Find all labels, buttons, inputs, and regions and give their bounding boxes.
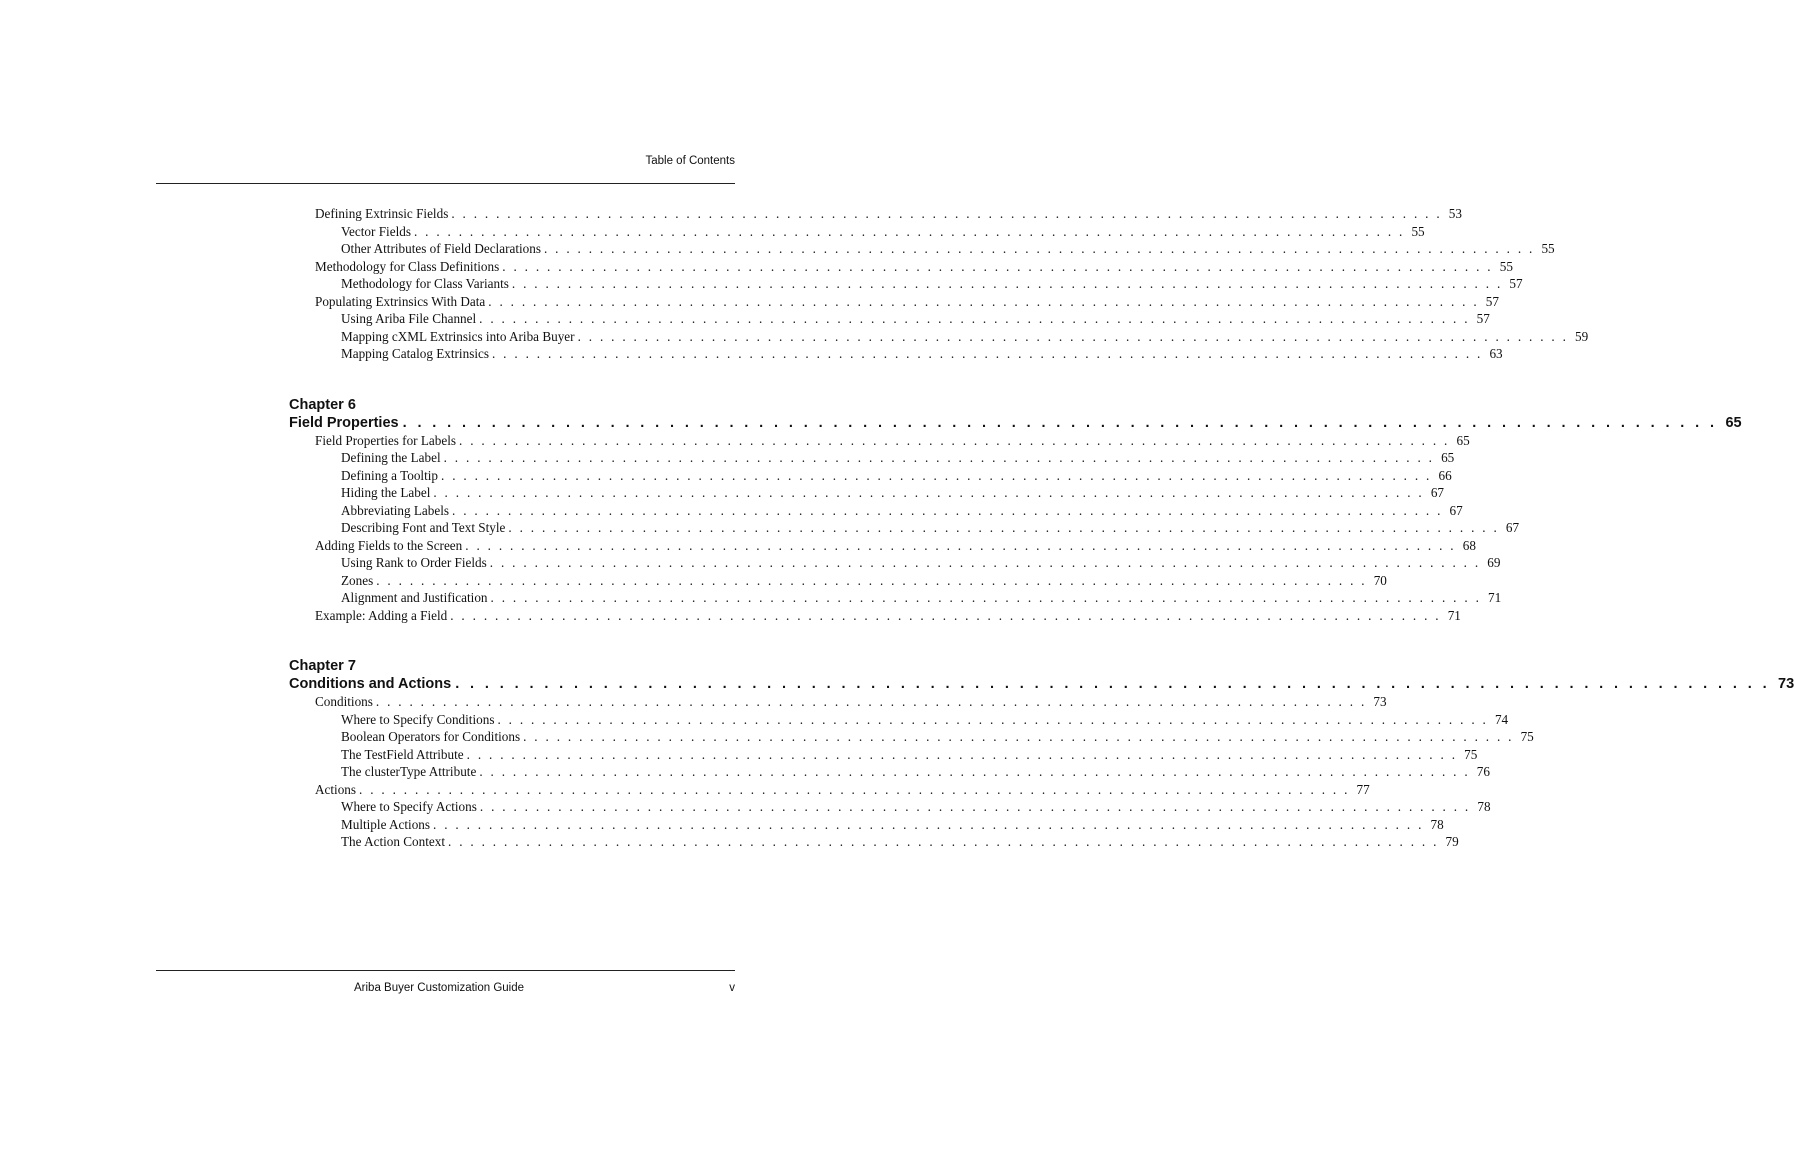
toc-entry-page: 55	[1541, 241, 1555, 256]
toc-entry-title: Other Attributes of Field Declarations	[341, 241, 541, 256]
chapter-page: 73	[1778, 676, 1794, 692]
toc-entry-title: Mapping cXML Extrinsics into Ariba Buyer	[341, 328, 575, 344]
chapter-title: Conditions and Actions	[289, 676, 452, 692]
toc-entry[interactable]	[289, 467, 1452, 486]
chapter-label: Chapter 7	[289, 658, 356, 674]
toc-entry-page: 75	[1464, 746, 1478, 762]
toc-entry-page: 67	[1449, 502, 1463, 518]
toc-entry-title: Defining the Label	[341, 450, 441, 465]
toc-entry-title: Populating Extrinsics With Data	[315, 293, 486, 309]
toc-entry-page: 53	[1448, 206, 1462, 221]
dot-leader: . . . . . . . . . . . . . . . . . . . . . . . . . . . . . . . . . . . . . . . . . . . . . . . . . . . . . . . . . . . . . . . . . . . . . . . . . . . . . . . . . . . . . . . . .	[459, 432, 1450, 448]
toc-entry-title: Using Ariba File Channel	[341, 311, 477, 326]
dot-leader: . . . . . . . . . . . . . . . . . . . . . . . . . . . . . . . . . . . . . . . . . . . . . . . . . . . . . . . . . . . . . . . . . . . . . . . . . . . . . . . . . . . . . . . . .	[466, 746, 1458, 762]
toc-entry-page: 78	[1477, 799, 1491, 814]
dot-leader: . . . . . . . . . . . . . . . . . . . . . . . . . . . . . . . . . . . . . . . . . . . . . . . . . . . . . . . . . . . . . . . . . . . . . . . . . . . . . . . . . . . . . . . . .	[413, 223, 1405, 239]
toc-entry-page: 57	[1485, 293, 1499, 309]
chapter-title: Field Properties	[289, 414, 399, 431]
toc-entry-title: Boolean Operators for Conditions	[341, 729, 521, 744]
chapter-page: 65	[1725, 414, 1742, 431]
toc-entry-page: 68	[1462, 537, 1476, 553]
toc-entry-title: The TestField Attribute	[341, 746, 464, 762]
toc-entry-page: 55	[1499, 258, 1513, 274]
toc-entry-page: 55	[1411, 223, 1425, 239]
toc-entry-title: Vector Fields	[341, 223, 411, 239]
chapter-title-entry[interactable]	[289, 676, 1794, 694]
toc-entry-title: Field Properties for Labels	[315, 432, 456, 448]
toc-entry[interactable]	[289, 694, 1387, 712]
toc-entry-title: The Action Context	[341, 834, 446, 849]
toc-entry[interactable]	[289, 834, 1459, 852]
toc-entry-title: The clusterType Attribute	[341, 764, 477, 779]
dot-leader: . . . . . . . . . . . . . . . . . . . . . . . . . . . . . . . . . . . . . . . . . . . . . . . . . . . . . . . . . . . . . . . . . . . . . . . . . . . . . . . . . . . . . . . . .	[479, 799, 1471, 814]
toc-entry-title: Mapping Catalog Extrinsics	[341, 346, 489, 361]
toc-entry[interactable]	[289, 537, 1476, 556]
toc-entry[interactable]	[289, 711, 1509, 730]
toc-entry[interactable]	[289, 328, 1589, 347]
toc-entry[interactable]	[289, 502, 1463, 521]
dot-leader: . . . . . . . . . . . . . . . . . . . . . . . . . . . . . . . . . . . . . . . . . . . . . . . . . . . . . . . . . . . . . . . . . . . . . . . . . . . . . . . . . . . . . . . . .	[497, 711, 1489, 727]
dot-leader: . . . . . . . . . . . . . . . . . . . . . . . . . . . . . . . . . . . . . . . . . . . . . . . . . . . . . . . . . . . . . . . . . . . . . . . . . . . . . . . . . . . . . . . . .	[490, 590, 1482, 605]
footer-guide-title: Ariba Buyer Customization Guide	[354, 982, 525, 994]
toc-entry-page: 63	[1489, 346, 1503, 361]
dot-leader: . . . . . . . . . . . . . . . . . . . . . . . . . . . . . . . . . . . . . . . . . . . . . . . . . . . . . . . . . . . . . . . . . . . . . . . . . . . . . . . . . . . . . . . . .	[402, 414, 1718, 431]
dot-leader: . . . . . . . . . . . . . . . . . . . . . . . . . . . . . . . . . . . . . . . . . . . . . . . . . . . . . . . . . . . . . . . . . . . . . . . . . . . . . . . . . . . . . . . . .	[450, 607, 1441, 623]
toc-entry[interactable]	[289, 572, 1387, 591]
dot-leader: . . . . . . . . . . . . . . . . . . . . . . . . . . . . . . . . . . . . . . . . . . . . . . . . . . . . . . . . . . . . . . . . . . . . . . . . . . . . . . . . . . . . . . . . .	[451, 206, 1442, 221]
toc-entry-page: 71	[1447, 607, 1461, 623]
dot-leader: . . . . . . . . . . . . . . . . . . . . . . . . . . . . . . . . . . . . . . . . . . . . . . . . . . . . . . . . . . . . . . . . . . . . . . . . . . . . . . . . . . . . . . . . .	[523, 729, 1514, 744]
toc-entry[interactable]	[289, 223, 1425, 242]
toc-entry-title: Alignment and Justification	[341, 590, 488, 605]
toc-entry[interactable]	[289, 816, 1444, 835]
dot-leader: . . . . . . . . . . . . . . . . . . . . . . . . . . . . . . . . . . . . . . . . . . . . . . . . . . . . . . . . . . . . . . . . . . . . . . . . . . . . . . . . . . . . . . . . .	[433, 485, 1425, 500]
toc-entry-page: 78	[1430, 816, 1444, 832]
table-of-contents	[289, 206, 1794, 852]
toc-entry[interactable]	[289, 311, 1490, 329]
toc-entry-title: Multiple Actions	[341, 816, 431, 832]
toc-entry-title: Using Rank to Order Fields	[341, 555, 487, 570]
toc-entry[interactable]	[289, 276, 1523, 294]
toc-entry[interactable]	[289, 450, 1455, 468]
dot-leader: . . . . . . . . . . . . . . . . . . . . . . . . . . . . . . . . . . . . . . . . . . . . . . . . . . . . . . . . . . . . . . . . . . . . . . . . . . . . . . . . . . . . . . . . .	[489, 555, 1481, 570]
toc-entry[interactable]	[289, 746, 1478, 765]
toc-entry-title: Hiding the Label	[341, 485, 431, 500]
dot-leader: . . . . . . . . . . . . . . . . . . . . . . . . . . . . . . . . . . . . . . . . . . . . . . . . . . . . . . . . . . . . . . . . . . . . . . . . . . . . . . . . . . . . . . . . .	[433, 816, 1424, 832]
dot-leader: . . . . . . . . . . . . . . . . . . . . . . . . . . . . . . . . . . . . . . . . . . . . . . . . . . . . . . . . . . . . . . . . . . . . . . . . . . . . . . . . . . . . . . . . .	[455, 676, 1771, 692]
toc-entry-title: Where to Specify Conditions	[341, 711, 495, 727]
dot-leader: . . . . . . . . . . . . . . . . . . . . . . . . . . . . . . . . . . . . . . . . . . . . . . . . . . . . . . . . . . . . . . . . . . . . . . . . . . . . . . . . . . . . . . . . .	[441, 467, 1432, 483]
toc-entry[interactable]	[289, 293, 1499, 312]
toc-entry-page: 76	[1476, 764, 1490, 779]
toc-entry[interactable]	[289, 764, 1490, 782]
dot-leader: . . . . . . . . . . . . . . . . . . . . . . . . . . . . . . . . . . . . . . . . . . . . . . . . . . . . . . . . . . . . . . . . . . . . . . . . . . . . . . . . . . . . . . . . .	[376, 572, 1367, 588]
toc-entry-page: 57	[1476, 311, 1490, 326]
dot-leader: . . . . . . . . . . . . . . . . . . . . . . . . . . . . . . . . . . . . . . . . . . . . . . . . . . . . . . . . . . . . . . . . . . . . . . . . . . . . . . . . . . . . . . . . .	[488, 293, 1479, 309]
dot-leader: . . . . . . . . . . . . . . . . . . . . . . . . . . . . . . . . . . . . . . . . . . . . . . . . . . . . . . . . . . . . . . . . . . . . . . . . . . . . . . . . . . . . . . . . .	[452, 502, 1443, 518]
toc-entry-page: 74	[1494, 711, 1509, 727]
toc-entry[interactable]	[289, 607, 1461, 626]
dot-leader: . . . . . . . . . . . . . . . . . . . . . . . . . . . . . . . . . . . . . . . . . . . . . . . . . . . . . . . . . . . . . . . . . . . . . . . . . . . . . . . . . . . . . . . . .	[577, 328, 1569, 344]
toc-entry-title: Conditions	[315, 694, 373, 709]
dot-leader: . . . . . . . . . . . . . . . . . . . . . . . . . . . . . . . . . . . . . . . . . . . . . . . . . . . . . . . . . . . . . . . . . . . . . . . . . . . . . . . . . . . . . . . . .	[543, 241, 1535, 256]
toc-entry[interactable]	[289, 799, 1491, 817]
toc-entry[interactable]	[289, 781, 1370, 800]
toc-entry-page: 73	[1373, 694, 1387, 709]
dot-leader: . . . . . . . . . . . . . . . . . . . . . . . . . . . . . . . . . . . . . . . . . . . . . . . . . . . . . . . . . . . . . . . . . . . . . . . . . . . . . . . . . . . . . . . . .	[448, 834, 1439, 849]
toc-entry-title: Adding Fields to the Screen	[315, 537, 463, 553]
dot-leader: . . . . . . . . . . . . . . . . . . . . . . . . . . . . . . . . . . . . . . . . . . . . . . . . . . . . . . . . . . . . . . . . . . . . . . . . . . . . . . . . . . . . . . . . .	[511, 276, 1503, 291]
toc-entry-title: Defining Extrinsic Fields	[315, 206, 449, 221]
toc-entry-page: 77	[1356, 781, 1370, 797]
toc-entry-page: 79	[1445, 834, 1459, 849]
toc-entry-title: Zones	[341, 572, 374, 588]
toc-entry-page: 65	[1441, 450, 1455, 465]
footer-rule	[156, 970, 735, 971]
toc-entry-title: Abbreviating Labels	[341, 502, 450, 518]
dot-leader: . . . . . . . . . . . . . . . . . . . . . . . . . . . . . . . . . . . . . . . . . . . . . . . . . . . . . . . . . . . . . . . . . . . . . . . . . . . . . . . . . . . . . . . . .	[443, 450, 1435, 465]
dot-leader: . . . . . . . . . . . . . . . . . . . . . . . . . . . . . . . . . . . . . . . . . . . . . . . . . . . . . . . . . . . . . . . . . . . . . . . . . . . . . . . . . . . . . . . . .	[508, 520, 1500, 535]
toc-entry[interactable]	[289, 346, 1503, 364]
dot-leader: . . . . . . . . . . . . . . . . . . . . . . . . . . . . . . . . . . . . . . . . . . . . . . . . . . . . . . . . . . . . . . . . . . . . . . . . . . . . . . . . . . . . . . . . .	[375, 694, 1367, 709]
dot-leader: . . . . . . . . . . . . . . . . . . . . . . . . . . . . . . . . . . . . . . . . . . . . . . . . . . . . . . . . . . . . . . . . . . . . . . . . . . . . . . . . . . . . . . . . .	[359, 781, 1350, 797]
toc-entry-title: Methodology for Class Definitions	[315, 258, 500, 274]
toc-entry-page: 75	[1520, 729, 1534, 744]
dot-leader: . . . . . . . . . . . . . . . . . . . . . . . . . . . . . . . . . . . . . . . . . . . . . . . . . . . . . . . . . . . . . . . . . . . . . . . . . . . . . . . . . . . . . . . . .	[491, 346, 1483, 361]
running-header: Table of Contents	[645, 155, 735, 167]
toc-entry[interactable]	[289, 241, 1555, 259]
toc-entry-page: 66	[1438, 467, 1452, 483]
toc-entry-page: 57	[1509, 276, 1523, 291]
dot-leader: . . . . . . . . . . . . . . . . . . . . . . . . . . . . . . . . . . . . . . . . . . . . . . . . . . . . . . . . . . . . . . . . . . . . . . . . . . . . . . . . . . . . . . . . .	[479, 764, 1470, 779]
toc-entry[interactable]	[289, 432, 1470, 451]
toc-entry-page: 67	[1505, 520, 1520, 535]
toc-entry[interactable]	[289, 520, 1520, 538]
toc-entry-page: 59	[1575, 328, 1589, 344]
toc-entry-page: 70	[1373, 572, 1387, 588]
toc-entry[interactable]	[289, 555, 1501, 573]
toc-entry[interactable]	[289, 258, 1513, 277]
toc-entry-title: Example: Adding a Field	[315, 607, 448, 623]
toc-entry[interactable]	[289, 206, 1462, 224]
footer-page-number: v	[729, 982, 735, 994]
toc-entry-title: Describing Font and Text Style	[341, 520, 506, 535]
toc-entry-page: 69	[1487, 555, 1501, 570]
toc-entry-title: Actions	[315, 781, 357, 797]
toc-entry[interactable]	[289, 729, 1534, 747]
dot-leader: . . . . . . . . . . . . . . . . . . . . . . . . . . . . . . . . . . . . . . . . . . . . . . . . . . . . . . . . . . . . . . . . . . . . . . . . . . . . . . . . . . . . . . . . .	[479, 311, 1470, 326]
toc-entry-page: 71	[1487, 590, 1502, 605]
toc-entry-title: Methodology for Class Variants	[341, 276, 509, 291]
toc-entry[interactable]	[289, 590, 1502, 608]
dot-leader: . . . . . . . . . . . . . . . . . . . . . . . . . . . . . . . . . . . . . . . . . . . . . . . . . . . . . . . . . . . . . . . . . . . . . . . . . . . . . . . . . . . . . . . . .	[502, 258, 1493, 274]
toc-entry-title: Where to Specify Actions	[341, 799, 477, 814]
toc-entry[interactable]	[289, 485, 1445, 503]
toc-entry-page: 67	[1430, 485, 1445, 500]
toc-entry-title: Defining a Tooltip	[341, 467, 438, 483]
dot-leader: . . . . . . . . . . . . . . . . . . . . . . . . . . . . . . . . . . . . . . . . . . . . . . . . . . . . . . . . . . . . . . . . . . . . . . . . . . . . . . . . . . . . . . . . .	[465, 537, 1456, 553]
chapter-label: Chapter 6	[289, 396, 356, 413]
header-rule	[156, 183, 735, 184]
chapter-title-entry[interactable]	[289, 414, 1742, 433]
toc-entry-page: 65	[1456, 432, 1470, 448]
